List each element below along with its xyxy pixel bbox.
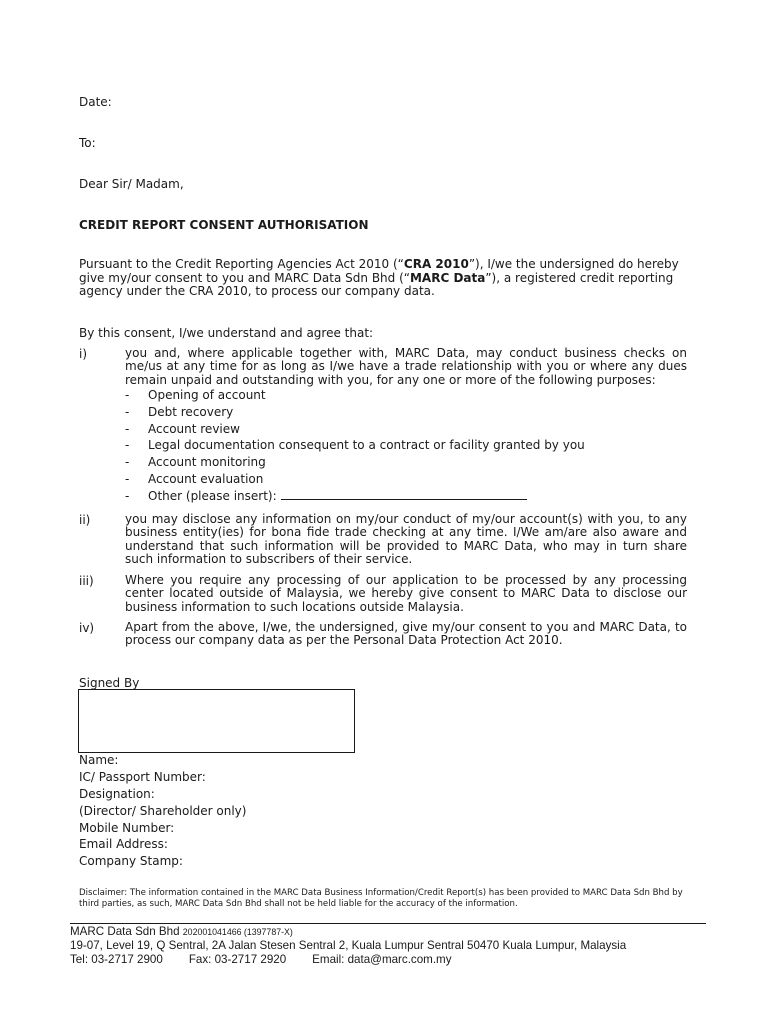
signed-by-label: Signed By	[79, 676, 140, 690]
other-purpose-input-line[interactable]	[281, 488, 527, 500]
footer-fax: Fax: 03-2717 2920	[188, 953, 287, 967]
intro-text-2: ”), I/we the undersigned do hereby give my/our consent to you and MARC Data Sdn Bhd (“	[79, 257, 679, 285]
cra-term: CRA 2010	[403, 257, 469, 271]
item-text: Apart from the above, I/we, the undersigned, give my/our consent to you and MARC Data, to process our company data as per the Personal Data Protection Act 2010.	[125, 620, 687, 648]
item-number: i)	[79, 347, 88, 361]
mobile-field-label: Mobile Number:	[79, 820, 175, 835]
intro-text-1: Pursuant to the Credit Reporting Agencies Act 2010 (“	[79, 257, 404, 271]
signatory-fields	[79, 752, 246, 870]
dash-marker: -	[125, 471, 130, 486]
consent-intro: By this consent, I/we understand and agree that:	[79, 326, 374, 340]
document-title: CREDIT REPORT CONSENT AUTHORISATION	[79, 218, 369, 232]
item-text: you and, where applicable together with, MARC Data, may conduct business checks on me/us at any time for as long as I/we have a trade relationship with you or where any dues remain unpaid and outstanding with you, for any one or more of the following purposes:	[125, 346, 687, 387]
footer-email: Email: data@marc.com.my	[312, 953, 452, 967]
footer-company-line	[70, 925, 626, 939]
footer-company: MARC Data Sdn Bhd	[70, 925, 180, 938]
dash-marker: -	[125, 421, 130, 436]
marc-data-term: MARC Data	[409, 270, 486, 285]
salutation: Dear Sir/ Madam,	[79, 177, 184, 191]
footer-contact-line	[70, 953, 626, 967]
item-text: Where you require any processing of our application to be processed by any processing center located outside of Malaysia, we hereby give consent to MARC Data to disclose our business information to such locations outside Malaysia.	[125, 573, 687, 614]
signature-box[interactable]	[78, 689, 355, 753]
footer-reg-no: 202001041466 (1397787-X)	[182, 927, 293, 937]
designation-note: (Director/ Shareholder only)	[79, 803, 247, 818]
intro-paragraph	[79, 258, 687, 299]
item-number: ii)	[79, 513, 91, 527]
intro-text-3: ”), a registered credit reporting agency under the CRA 2010, to process our company data.	[79, 270, 674, 299]
footer-tel: Tel: 03-2717 2900	[70, 953, 163, 967]
dash-marker: -	[125, 488, 130, 503]
ic-passport-field-label: IC/ Passport Number:	[79, 769, 206, 784]
item-number: iv)	[79, 621, 95, 635]
name-field-label: Name:	[79, 753, 119, 767]
other-label: Other (please insert):	[148, 488, 277, 503]
item-number: iii)	[79, 574, 94, 588]
email-field-label: Email Address:	[79, 837, 168, 852]
dash-marker: -	[125, 438, 130, 453]
dash-marker: -	[125, 455, 130, 470]
dash-marker: -	[125, 404, 130, 419]
footer	[70, 925, 626, 968]
consent-form-page: Date: To: Dear Sir/ Madam, CREDIT REPORT CONSENT AUTHORISATION Pursuant to the Credit Reporting Agencies Act 2010 (“CRA 2010”), I/we the undersigned do hereby give my/our consent to you and MARC Data Sdn Bhd (“MARC Data”), a registered credit reporting agency under the CRA 2010, to process our company data. By this consent, I/we understand and agree that: i) you and, where applicable together with, MARC Data, may conduct business checks on me/us at any time for as long as I/we have a trade relationship with you or where any dues remain unpaid and outstanding with you, for any one or more of the following purposes: - Opening of account - Debt recovery - Account review - Legal documentation consequent to a contract or facility granted by you - Account monitoring - Account evaluation - Other (please insert): ii) you may disclose any information on my/our conduct of my/our account(s) with you, to any business entity(ies) for bona fide trade checking at any time. I/We am/are also aware and understand that such information will be provided to MARC Data, who may in turn share such information to subscribers of their service. iii) Where you require any processing of our application to be processed by any processing center located outside of Malaysia, we hereby give consent to MARC Data to disclose our business information to such locations outside Malaysia. iv) Apart from the above, I/we, the undersigned, give my/our consent to you and MARC Data, to process our company data as per the Personal Data Protection Act 2010. Signed By Name: IC/ Passport Number: Designation: (Director/ Shareholder only) Mobile Number: Email Address: Company Stamp: Disclaimer: The information contained in the MARC Data Business Information/Credit Report(s) has been provided to MARC Data Sdn Bhd by third parties, as such, MARC Data Sdn Bhd shall not be held liable for the accuracy of the information. MARC Data Sdn Bhd 202001041466 (1397787-X) 19-07, Level 19, Q Sentral, 2A Jalan Stesen Sentral 2, Kuala Lumpur Sentral 50470 Kuala Lumpur, Malaysia Tel: 03-2717 2900 Fax: 03-2717 2920 Email: data@marc.com.my	[0, 0, 768, 1024]
to-label: To:	[79, 136, 96, 150]
item-text: you may disclose any information on my/our conduct of my/our account(s) with you, to any business entity(ies) for bona fide trade checking at any time. I/We am/are also aware and understand that such information will be provided to MARC Data, who may in turn share such information to subscribers of their service.	[125, 512, 687, 567]
date-label: Date:	[79, 95, 112, 109]
designation-field-label: Designation:	[79, 786, 155, 801]
company-stamp-label: Company Stamp:	[79, 854, 183, 869]
footer-address: 19-07, Level 19, Q Sentral, 2A Jalan Stesen Sentral 2, Kuala Lumpur Sentral 50470 Kuala Lumpur, Malaysia	[70, 939, 627, 953]
footer-divider	[70, 923, 706, 924]
disclaimer: Disclaimer: The information contained in the MARC Data Business Information/Credit Report(s) has been provided to MARC Data Sdn Bhd by third parties, as such, MARC Data Sdn Bhd shall not be held liable for the accuracy of the information.	[79, 888, 683, 909]
dash-marker: -	[125, 388, 130, 402]
